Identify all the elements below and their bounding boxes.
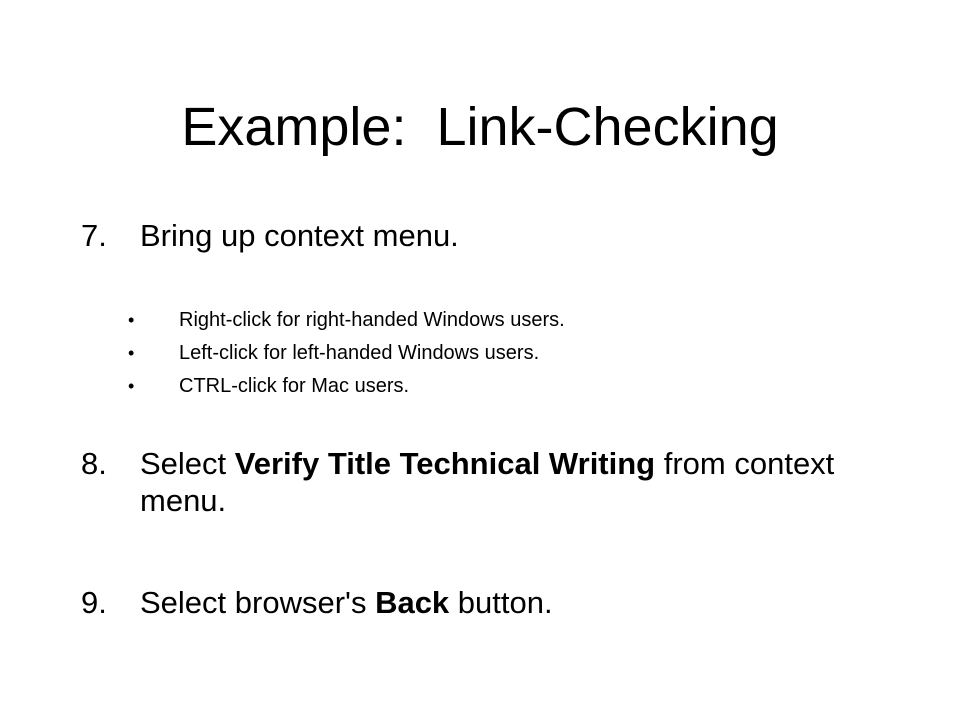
step-text-plain: Select browser's — [140, 585, 376, 620]
step-text — [140, 445, 900, 519]
bullet-dot-icon: • — [128, 310, 135, 330]
step-text: Bring up context menu. — [140, 218, 459, 253]
step-text-plain: from context menu. — [140, 446, 835, 518]
bullet-text: Left-click for left-handed Windows users. — [179, 342, 540, 364]
step-number: 8. — [81, 446, 107, 481]
step-text-plain: button. — [449, 585, 553, 620]
step-text-plain: Select — [140, 446, 235, 481]
bullet-text: Right-click for right-handed Windows users. — [179, 309, 565, 331]
slide-title: Example: Link-Checking — [181, 97, 779, 157]
bullet-dot-icon: • — [128, 376, 135, 396]
bullet-text: CTRL-click for Mac users. — [179, 375, 410, 397]
step-text-bold: Back — [375, 585, 450, 620]
step-number: 9. — [81, 585, 107, 620]
step-number: 7. — [81, 218, 107, 253]
step-text — [140, 584, 900, 621]
step-text-bold: Verify Title Technical Writing — [234, 446, 656, 481]
bullet-dot-icon: • — [128, 343, 135, 363]
